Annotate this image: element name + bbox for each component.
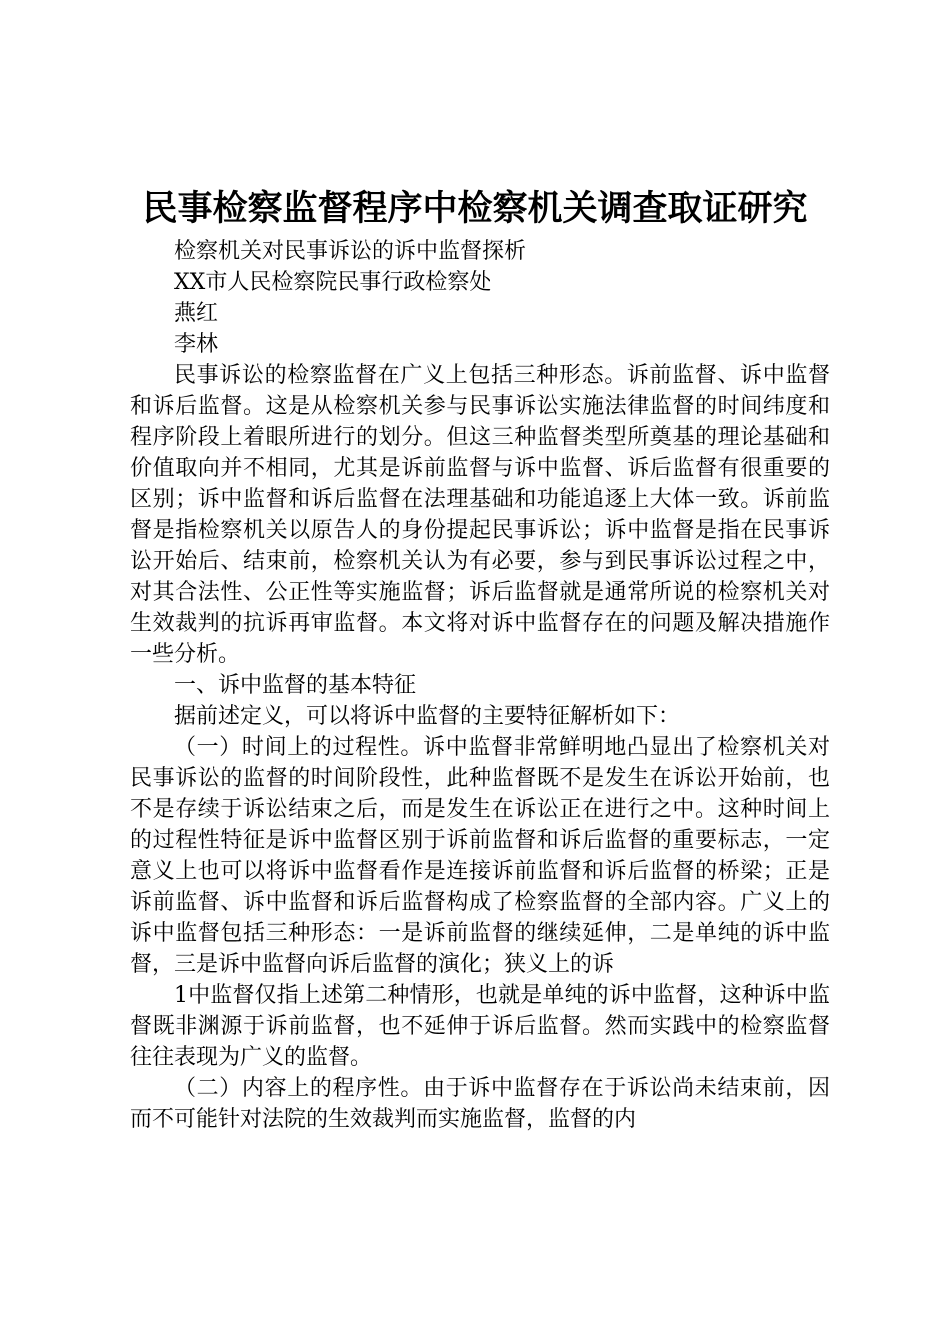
document-subtitle: 检察机关对民事诉讼的诉中监督探析 <box>174 239 527 264</box>
paragraph: （二）内容上的程序性。由于诉中监督存在于诉讼尚未结束前，因而不可能针对法院的生效裁判而实施监督，监督的内 <box>130 1076 830 1132</box>
document-title: 民事检察监督程序中检察机关调查取证研究 <box>142 188 808 229</box>
section-heading: 一、诉中监督的基本特征 <box>174 673 417 698</box>
institution-line: XX市人民检察院民事行政检察处 <box>174 270 492 295</box>
author-line: 李林 <box>174 332 219 357</box>
author-line: 燕红 <box>174 301 219 326</box>
document-body <box>130 236 830 1135</box>
paragraph: （一）时间上的过程性。诉中监督非常鲜明地凸显出了检察机关对民事诉讼的监督的时间阶段性，此种监督既不是发生在诉讼开始前，也不是存续于诉讼结束之后，而是发生在诉讼正在进行之中。这种时间上的过程性特征是诉中监督区别于诉前监督和诉后监督的重要标志，一定意义上也可以将诉中监督看作是连接诉前监督和诉后监督的桥梁；正是诉前监督、诉中监督和诉后监督构成了检察监督的全部内容。广义上的诉中监督包括三种形态：一是诉前监督的继续延伸，二是单纯的诉中监督，三是诉中监督向诉后监督的演化；狭义上的诉 <box>130 735 830 977</box>
paragraph: 1中监督仅指上述第二种情形，也就是单纯的诉中监督，这种诉中监督既非渊源于诉前监督，也不延伸于诉后监督。然而实践中的检察监督往往表现为广义的监督。 <box>130 983 830 1070</box>
paragraph: 据前述定义，可以将诉中监督的主要特征解析如下： <box>174 704 681 729</box>
paragraph-intro: 民事诉讼的检察监督在广义上包括三种形态。诉前监督、诉中监督和诉后监督。这是从检察机关参与民事诉讼实施法律监督的时间纬度和程序阶段上着眼所进行的划分。但这三种监督类型所奠基的理论基础和价值取向并不相同，尤其是诉前监督与诉中监督、诉后监督有很重要的区别；诉中监督和诉后监督在法理基础和功能追逐上大体一致。诉前监督是指检察机关以原告人的身份提起民事诉讼；诉中监督是指在民事诉讼开始后、结束前，检察机关认为有必要，参与到民事诉讼过程之中，对其合法性、公正性等实施监督；诉后监督就是通常所说的检察机关对生效裁判的抗诉再审监督。本文将对诉中监督存在的问题及解决措施作一些分析。 <box>130 363 830 667</box>
